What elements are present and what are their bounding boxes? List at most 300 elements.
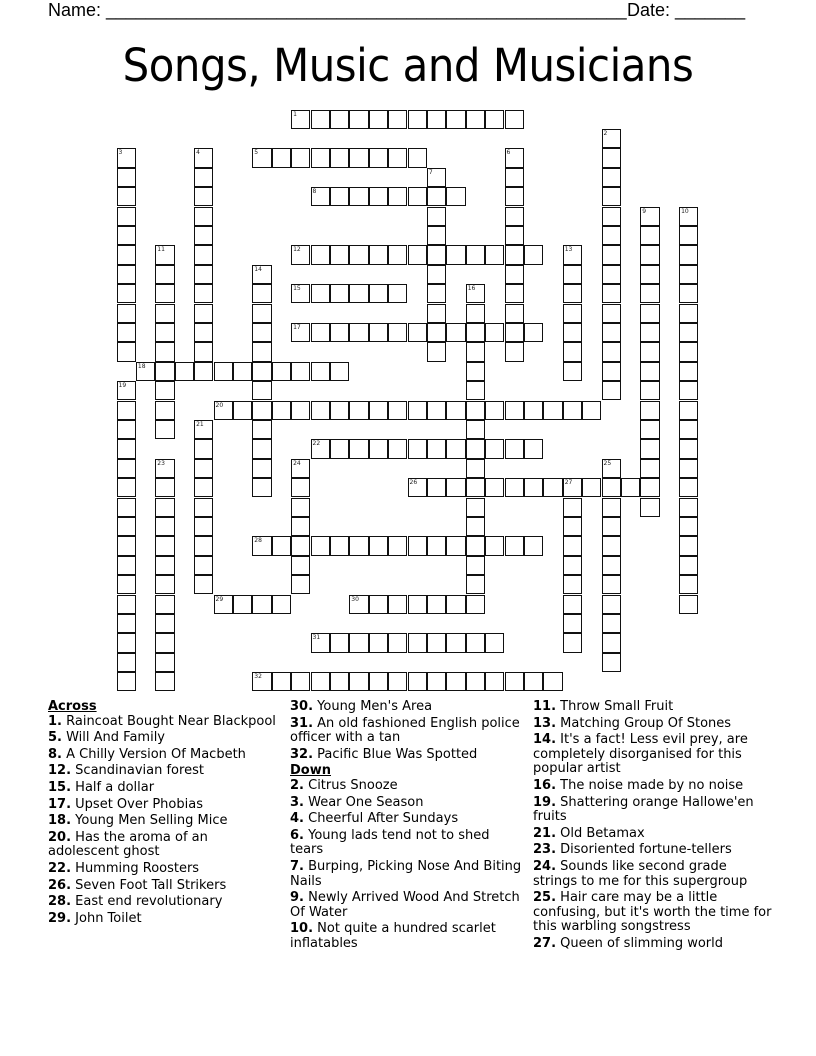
- grid-cell[interactable]: [349, 672, 368, 691]
- grid-cell[interactable]: [117, 633, 136, 652]
- grid-cell[interactable]: [252, 672, 271, 691]
- grid-cell[interactable]: [272, 362, 291, 381]
- grid-cell[interactable]: [466, 245, 485, 264]
- grid-cell[interactable]: [485, 439, 504, 458]
- grid-cell[interactable]: [330, 187, 349, 206]
- grid-cell[interactable]: [505, 536, 524, 555]
- grid-cell[interactable]: [117, 323, 136, 342]
- grid-cell[interactable]: [563, 595, 582, 614]
- grid-cell[interactable]: [427, 207, 446, 226]
- grid-cell[interactable]: [427, 439, 446, 458]
- grid-cell[interactable]: [291, 517, 310, 536]
- grid-cell[interactable]: [466, 633, 485, 652]
- grid-cell[interactable]: [252, 439, 271, 458]
- grid-cell[interactable]: [252, 536, 271, 555]
- grid-cell[interactable]: [505, 672, 524, 691]
- grid-cell[interactable]: [330, 672, 349, 691]
- grid-cell[interactable]: [194, 265, 213, 284]
- grid-cell[interactable]: [194, 478, 213, 497]
- grid-cell[interactable]: [175, 362, 194, 381]
- grid-cell[interactable]: [388, 672, 407, 691]
- grid-cell[interactable]: [505, 304, 524, 323]
- grid-cell[interactable]: [155, 401, 174, 420]
- grid-cell[interactable]: [466, 401, 485, 420]
- grid-cell[interactable]: [311, 401, 330, 420]
- grid-cell[interactable]: [291, 498, 310, 517]
- grid-cell[interactable]: [408, 672, 427, 691]
- grid-cell[interactable]: [155, 362, 174, 381]
- grid-cell[interactable]: [330, 362, 349, 381]
- grid-cell[interactable]: [427, 168, 446, 187]
- grid-cell[interactable]: [640, 362, 659, 381]
- grid-cell[interactable]: [291, 110, 310, 129]
- grid-cell[interactable]: [311, 323, 330, 342]
- grid-cell[interactable]: [155, 498, 174, 517]
- name-field[interactable]: Name: ____________________________________________________: [48, 0, 627, 20]
- grid-cell[interactable]: [679, 245, 698, 264]
- grid-cell[interactable]: [408, 536, 427, 555]
- grid-cell[interactable]: [679, 207, 698, 226]
- grid-cell[interactable]: [194, 304, 213, 323]
- grid-cell[interactable]: [194, 323, 213, 342]
- grid-cell[interactable]: [330, 323, 349, 342]
- grid-cell[interactable]: [252, 401, 271, 420]
- grid-cell[interactable]: [388, 323, 407, 342]
- grid-cell[interactable]: [388, 536, 407, 555]
- grid-cell[interactable]: [291, 245, 310, 264]
- grid-cell[interactable]: [117, 245, 136, 264]
- grid-cell[interactable]: [640, 207, 659, 226]
- grid-cell[interactable]: [466, 595, 485, 614]
- grid-cell[interactable]: [155, 245, 174, 264]
- grid-cell[interactable]: [291, 323, 310, 342]
- grid-cell[interactable]: [446, 245, 465, 264]
- grid-cell[interactable]: [524, 536, 543, 555]
- grid-cell[interactable]: [369, 110, 388, 129]
- grid-cell[interactable]: [466, 536, 485, 555]
- grid-cell[interactable]: [602, 342, 621, 361]
- grid-cell[interactable]: [194, 556, 213, 575]
- grid-cell[interactable]: [446, 323, 465, 342]
- grid-cell[interactable]: [117, 556, 136, 575]
- grid-cell[interactable]: [117, 265, 136, 284]
- grid-cell[interactable]: [408, 110, 427, 129]
- grid-cell[interactable]: [640, 478, 659, 497]
- grid-cell[interactable]: [408, 148, 427, 167]
- grid-cell[interactable]: [505, 245, 524, 264]
- grid-cell[interactable]: [446, 633, 465, 652]
- grid-cell[interactable]: [388, 401, 407, 420]
- grid-cell[interactable]: [446, 187, 465, 206]
- grid-cell[interactable]: [388, 187, 407, 206]
- grid-cell[interactable]: [349, 148, 368, 167]
- grid-cell[interactable]: [117, 614, 136, 633]
- grid-cell[interactable]: [252, 265, 271, 284]
- grid-cell[interactable]: [155, 536, 174, 555]
- grid-cell[interactable]: [563, 575, 582, 594]
- grid-cell[interactable]: [563, 633, 582, 652]
- grid-cell[interactable]: [194, 459, 213, 478]
- grid-cell[interactable]: [602, 284, 621, 303]
- grid-cell[interactable]: [679, 420, 698, 439]
- grid-cell[interactable]: [602, 187, 621, 206]
- grid-cell[interactable]: [117, 595, 136, 614]
- grid-cell[interactable]: [505, 439, 524, 458]
- grid-cell[interactable]: [117, 459, 136, 478]
- grid-cell[interactable]: [311, 284, 330, 303]
- grid-cell[interactable]: [563, 304, 582, 323]
- grid-cell[interactable]: [427, 323, 446, 342]
- grid-cell[interactable]: [505, 342, 524, 361]
- grid-cell[interactable]: [640, 459, 659, 478]
- grid-cell[interactable]: [602, 362, 621, 381]
- grid-cell[interactable]: [388, 633, 407, 652]
- grid-cell[interactable]: [466, 110, 485, 129]
- grid-cell[interactable]: [388, 595, 407, 614]
- grid-cell[interactable]: [155, 381, 174, 400]
- grid-cell[interactable]: [679, 575, 698, 594]
- grid-cell[interactable]: [602, 304, 621, 323]
- grid-cell[interactable]: [543, 478, 562, 497]
- grid-cell[interactable]: [388, 284, 407, 303]
- grid-cell[interactable]: [311, 439, 330, 458]
- grid-cell[interactable]: [291, 148, 310, 167]
- grid-cell[interactable]: [155, 672, 174, 691]
- grid-cell[interactable]: [117, 653, 136, 672]
- grid-cell[interactable]: [194, 284, 213, 303]
- grid-cell[interactable]: [505, 226, 524, 245]
- grid-cell[interactable]: [369, 633, 388, 652]
- grid-cell[interactable]: [311, 672, 330, 691]
- grid-cell[interactable]: [427, 187, 446, 206]
- grid-cell[interactable]: [427, 245, 446, 264]
- grid-cell[interactable]: [214, 595, 233, 614]
- grid-cell[interactable]: [117, 187, 136, 206]
- grid-cell[interactable]: [466, 362, 485, 381]
- grid-cell[interactable]: [640, 498, 659, 517]
- grid-cell[interactable]: [330, 439, 349, 458]
- grid-cell[interactable]: [602, 517, 621, 536]
- grid-cell[interactable]: [563, 556, 582, 575]
- grid-cell[interactable]: [155, 265, 174, 284]
- grid-cell[interactable]: [446, 672, 465, 691]
- grid-cell[interactable]: [485, 401, 504, 420]
- grid-cell[interactable]: [427, 478, 446, 497]
- grid-cell[interactable]: [408, 595, 427, 614]
- grid-cell[interactable]: [155, 556, 174, 575]
- grid-cell[interactable]: [640, 304, 659, 323]
- grid-cell[interactable]: [349, 187, 368, 206]
- grid-cell[interactable]: [524, 323, 543, 342]
- grid-cell[interactable]: [117, 226, 136, 245]
- grid-cell[interactable]: [252, 420, 271, 439]
- grid-cell[interactable]: [155, 459, 174, 478]
- grid-cell[interactable]: [252, 342, 271, 361]
- grid-cell[interactable]: [155, 653, 174, 672]
- grid-cell[interactable]: [602, 265, 621, 284]
- grid-cell[interactable]: [136, 362, 155, 381]
- grid-cell[interactable]: [291, 401, 310, 420]
- grid-cell[interactable]: [369, 401, 388, 420]
- grid-cell[interactable]: [194, 168, 213, 187]
- grid-cell[interactable]: [679, 381, 698, 400]
- grid-cell[interactable]: [408, 187, 427, 206]
- grid-cell[interactable]: [446, 595, 465, 614]
- grid-cell[interactable]: [194, 517, 213, 536]
- grid-cell[interactable]: [349, 439, 368, 458]
- grid-cell[interactable]: [563, 401, 582, 420]
- grid-cell[interactable]: [640, 284, 659, 303]
- grid-cell[interactable]: [311, 633, 330, 652]
- grid-cell[interactable]: [640, 381, 659, 400]
- grid-cell[interactable]: [194, 420, 213, 439]
- grid-cell[interactable]: [427, 595, 446, 614]
- grid-cell[interactable]: [252, 323, 271, 342]
- grid-cell[interactable]: [117, 304, 136, 323]
- grid-cell[interactable]: [466, 478, 485, 497]
- grid-cell[interactable]: [252, 595, 271, 614]
- grid-cell[interactable]: [679, 478, 698, 497]
- grid-cell[interactable]: [349, 110, 368, 129]
- grid-cell[interactable]: [563, 478, 582, 497]
- grid-cell[interactable]: [446, 439, 465, 458]
- grid-cell[interactable]: [679, 401, 698, 420]
- grid-cell[interactable]: [291, 672, 310, 691]
- grid-cell[interactable]: [466, 342, 485, 361]
- grid-cell[interactable]: [388, 439, 407, 458]
- grid-cell[interactable]: [524, 478, 543, 497]
- grid-cell[interactable]: [466, 672, 485, 691]
- grid-cell[interactable]: [155, 575, 174, 594]
- grid-cell[interactable]: [408, 245, 427, 264]
- grid-cell[interactable]: [679, 304, 698, 323]
- grid-cell[interactable]: [194, 226, 213, 245]
- grid-cell[interactable]: [272, 536, 291, 555]
- grid-cell[interactable]: [291, 362, 310, 381]
- grid-cell[interactable]: [194, 536, 213, 555]
- grid-cell[interactable]: [272, 401, 291, 420]
- grid-cell[interactable]: [291, 556, 310, 575]
- grid-cell[interactable]: [679, 226, 698, 245]
- grid-cell[interactable]: [369, 323, 388, 342]
- grid-cell[interactable]: [117, 672, 136, 691]
- grid-cell[interactable]: [582, 401, 601, 420]
- grid-cell[interactable]: [311, 536, 330, 555]
- grid-cell[interactable]: [427, 633, 446, 652]
- grid-cell[interactable]: [602, 323, 621, 342]
- grid-cell[interactable]: [252, 478, 271, 497]
- grid-cell[interactable]: [117, 284, 136, 303]
- grid-cell[interactable]: [505, 110, 524, 129]
- grid-cell[interactable]: [466, 420, 485, 439]
- grid-cell[interactable]: [214, 362, 233, 381]
- grid-cell[interactable]: [388, 110, 407, 129]
- grid-cell[interactable]: [602, 245, 621, 264]
- grid-cell[interactable]: [563, 517, 582, 536]
- grid-cell[interactable]: [194, 148, 213, 167]
- grid-cell[interactable]: [117, 207, 136, 226]
- grid-cell[interactable]: [330, 633, 349, 652]
- grid-cell[interactable]: [252, 284, 271, 303]
- grid-cell[interactable]: [466, 439, 485, 458]
- grid-cell[interactable]: [349, 245, 368, 264]
- grid-cell[interactable]: [427, 342, 446, 361]
- grid-cell[interactable]: [311, 187, 330, 206]
- grid-cell[interactable]: [505, 401, 524, 420]
- grid-cell[interactable]: [117, 148, 136, 167]
- grid-cell[interactable]: [291, 478, 310, 497]
- grid-cell[interactable]: [602, 575, 621, 594]
- grid-cell[interactable]: [117, 536, 136, 555]
- grid-cell[interactable]: [330, 284, 349, 303]
- grid-cell[interactable]: [155, 517, 174, 536]
- grid-cell[interactable]: [117, 168, 136, 187]
- grid-cell[interactable]: [679, 595, 698, 614]
- grid-cell[interactable]: [330, 536, 349, 555]
- grid-cell[interactable]: [330, 148, 349, 167]
- grid-cell[interactable]: [679, 498, 698, 517]
- grid-cell[interactable]: [427, 536, 446, 555]
- grid-cell[interactable]: [505, 284, 524, 303]
- grid-cell[interactable]: [563, 284, 582, 303]
- grid-cell[interactable]: [563, 614, 582, 633]
- grid-cell[interactable]: [466, 381, 485, 400]
- grid-cell[interactable]: [427, 672, 446, 691]
- grid-cell[interactable]: [485, 245, 504, 264]
- grid-cell[interactable]: [155, 323, 174, 342]
- grid-cell[interactable]: [505, 207, 524, 226]
- grid-cell[interactable]: [640, 323, 659, 342]
- grid-cell[interactable]: [311, 110, 330, 129]
- grid-cell[interactable]: [155, 595, 174, 614]
- grid-cell[interactable]: [388, 245, 407, 264]
- grid-cell[interactable]: [485, 323, 504, 342]
- grid-cell[interactable]: [252, 148, 271, 167]
- grid-cell[interactable]: [466, 304, 485, 323]
- grid-cell[interactable]: [369, 187, 388, 206]
- grid-cell[interactable]: [640, 420, 659, 439]
- grid-cell[interactable]: [505, 148, 524, 167]
- grid-cell[interactable]: [602, 498, 621, 517]
- grid-cell[interactable]: [602, 168, 621, 187]
- grid-cell[interactable]: [233, 362, 252, 381]
- grid-cell[interactable]: [155, 284, 174, 303]
- grid-cell[interactable]: [311, 362, 330, 381]
- grid-cell[interactable]: [155, 614, 174, 633]
- grid-cell[interactable]: [272, 672, 291, 691]
- grid-cell[interactable]: [369, 245, 388, 264]
- grid-cell[interactable]: [602, 556, 621, 575]
- grid-cell[interactable]: [408, 401, 427, 420]
- grid-cell[interactable]: [679, 342, 698, 361]
- grid-cell[interactable]: [485, 536, 504, 555]
- grid-cell[interactable]: [330, 110, 349, 129]
- grid-cell[interactable]: [117, 498, 136, 517]
- grid-cell[interactable]: [679, 323, 698, 342]
- grid-cell[interactable]: [505, 265, 524, 284]
- grid-cell[interactable]: [194, 207, 213, 226]
- grid-cell[interactable]: [466, 284, 485, 303]
- grid-cell[interactable]: [446, 536, 465, 555]
- grid-cell[interactable]: [369, 148, 388, 167]
- grid-cell[interactable]: [291, 459, 310, 478]
- grid-cell[interactable]: [602, 381, 621, 400]
- grid-cell[interactable]: [117, 478, 136, 497]
- grid-cell[interactable]: [349, 595, 368, 614]
- grid-cell[interactable]: [117, 439, 136, 458]
- grid-cell[interactable]: [679, 536, 698, 555]
- date-field[interactable]: Date: _______: [627, 0, 746, 20]
- grid-cell[interactable]: [602, 478, 621, 497]
- grid-cell[interactable]: [155, 304, 174, 323]
- grid-cell[interactable]: [349, 401, 368, 420]
- grid-cell[interactable]: [485, 633, 504, 652]
- grid-cell[interactable]: [272, 595, 291, 614]
- grid-cell[interactable]: [408, 439, 427, 458]
- grid-cell[interactable]: [640, 265, 659, 284]
- grid-cell[interactable]: [252, 381, 271, 400]
- grid-cell[interactable]: [427, 304, 446, 323]
- grid-cell[interactable]: [485, 478, 504, 497]
- grid-cell[interactable]: [194, 362, 213, 381]
- grid-cell[interactable]: [466, 323, 485, 342]
- grid-cell[interactable]: [563, 342, 582, 361]
- grid-cell[interactable]: [252, 304, 271, 323]
- grid-cell[interactable]: [330, 245, 349, 264]
- grid-cell[interactable]: [679, 459, 698, 478]
- grid-cell[interactable]: [524, 245, 543, 264]
- grid-cell[interactable]: [194, 498, 213, 517]
- grid-cell[interactable]: [640, 342, 659, 361]
- grid-cell[interactable]: [369, 536, 388, 555]
- grid-cell[interactable]: [117, 342, 136, 361]
- grid-cell[interactable]: [369, 672, 388, 691]
- grid-cell[interactable]: [369, 284, 388, 303]
- grid-cell[interactable]: [563, 536, 582, 555]
- grid-cell[interactable]: [408, 323, 427, 342]
- grid-cell[interactable]: [408, 633, 427, 652]
- grid-cell[interactable]: [679, 265, 698, 284]
- grid-cell[interactable]: [349, 284, 368, 303]
- grid-cell[interactable]: [117, 381, 136, 400]
- grid-cell[interactable]: [543, 401, 562, 420]
- grid-cell[interactable]: [640, 401, 659, 420]
- grid-cell[interactable]: [446, 401, 465, 420]
- grid-cell[interactable]: [640, 245, 659, 264]
- grid-cell[interactable]: [214, 401, 233, 420]
- grid-cell[interactable]: [582, 478, 601, 497]
- grid-cell[interactable]: [194, 439, 213, 458]
- grid-cell[interactable]: [155, 420, 174, 439]
- grid-cell[interactable]: [291, 284, 310, 303]
- grid-cell[interactable]: [466, 575, 485, 594]
- grid-cell[interactable]: [505, 168, 524, 187]
- grid-cell[interactable]: [602, 614, 621, 633]
- grid-cell[interactable]: [369, 595, 388, 614]
- grid-cell[interactable]: [349, 536, 368, 555]
- grid-cell[interactable]: [466, 517, 485, 536]
- grid-cell[interactable]: [291, 536, 310, 555]
- grid-cell[interactable]: [252, 459, 271, 478]
- grid-cell[interactable]: [155, 342, 174, 361]
- grid-cell[interactable]: [117, 575, 136, 594]
- grid-cell[interactable]: [117, 517, 136, 536]
- grid-cell[interactable]: [679, 517, 698, 536]
- grid-cell[interactable]: [621, 478, 640, 497]
- grid-cell[interactable]: [194, 245, 213, 264]
- grid-cell[interactable]: [640, 226, 659, 245]
- grid-cell[interactable]: [602, 207, 621, 226]
